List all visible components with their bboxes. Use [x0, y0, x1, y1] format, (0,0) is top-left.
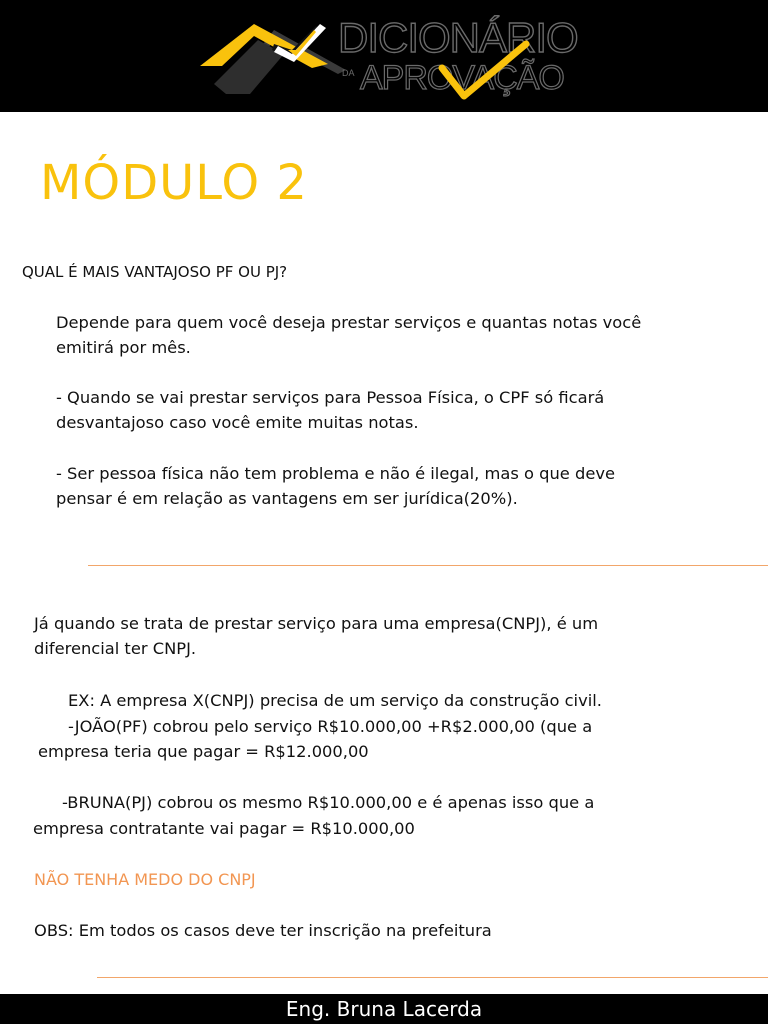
paragraph-1 — [56, 310, 641, 360]
paragraph-3 — [56, 461, 615, 511]
logo-wordmark — [338, 10, 578, 106]
logo-word-aprovacao: APROVAÇÃO — [360, 59, 564, 97]
footer-bar — [0, 994, 768, 1024]
checkmark-icon — [434, 38, 534, 106]
paragraph-line: - Quando se vai prestar serviços para Pessoa Física, o CPF só ficará — [56, 388, 605, 407]
example-line-3: empresa teria que pagar = R$12.000,00 — [38, 742, 369, 761]
obs-note: OBS: Em todos os casos deve ter inscrição na prefeitura — [34, 921, 492, 940]
example-line-5: empresa contratante vai pagar = R$10.000,00 — [33, 819, 415, 838]
paragraph-line: Já quando se trata de prestar serviço para uma empresa(CNPJ), é um — [34, 614, 599, 633]
paragraph-line: pensar é em relação as vantagens em ser jurídica(20%). — [56, 489, 518, 508]
section-2-paragraph — [34, 611, 598, 661]
author-name: Eng. Bruna Lacerda — [285, 997, 483, 1021]
logo-word-da: DA — [342, 68, 355, 78]
question-heading: QUAL É MAIS VANTAJOSO PF OU PJ? — [22, 263, 288, 281]
header-bar — [0, 0, 768, 112]
example-line-4: -BRUNA(PJ) cobrou os mesmo R$10.000,00 e é apenas isso que a — [62, 793, 595, 812]
paragraph-line: emitirá por mês. — [56, 338, 191, 357]
paragraph-line: desvantajoso caso você emite muitas notas. — [56, 413, 419, 432]
logo-word-dicionario: DICIONÁRIO — [338, 14, 578, 61]
example-line-2: -JOÃO(PF) cobrou pelo serviço R$10.000,00 +R$2.000,00 (que a — [68, 717, 593, 736]
paragraph-line: - Ser pessoa física não tem problema e não é ilegal, mas o que deve — [56, 464, 615, 483]
divider — [97, 977, 768, 978]
divider — [88, 565, 768, 566]
example-line-1: EX: A empresa X(CNPJ) precisa de um serviço da construção civil. — [68, 691, 602, 710]
house-roof-icon — [196, 10, 356, 106]
logo — [196, 10, 578, 106]
page-title: MÓDULO 2 — [40, 155, 308, 211]
warning-text: NÃO TENHA MEDO DO CNPJ — [34, 870, 256, 889]
paragraph-line: diferencial ter CNPJ. — [34, 639, 197, 658]
paragraph-line: Depende para quem você deseja prestar serviços e quantas notas você — [56, 313, 642, 332]
paragraph-2 — [56, 385, 604, 435]
